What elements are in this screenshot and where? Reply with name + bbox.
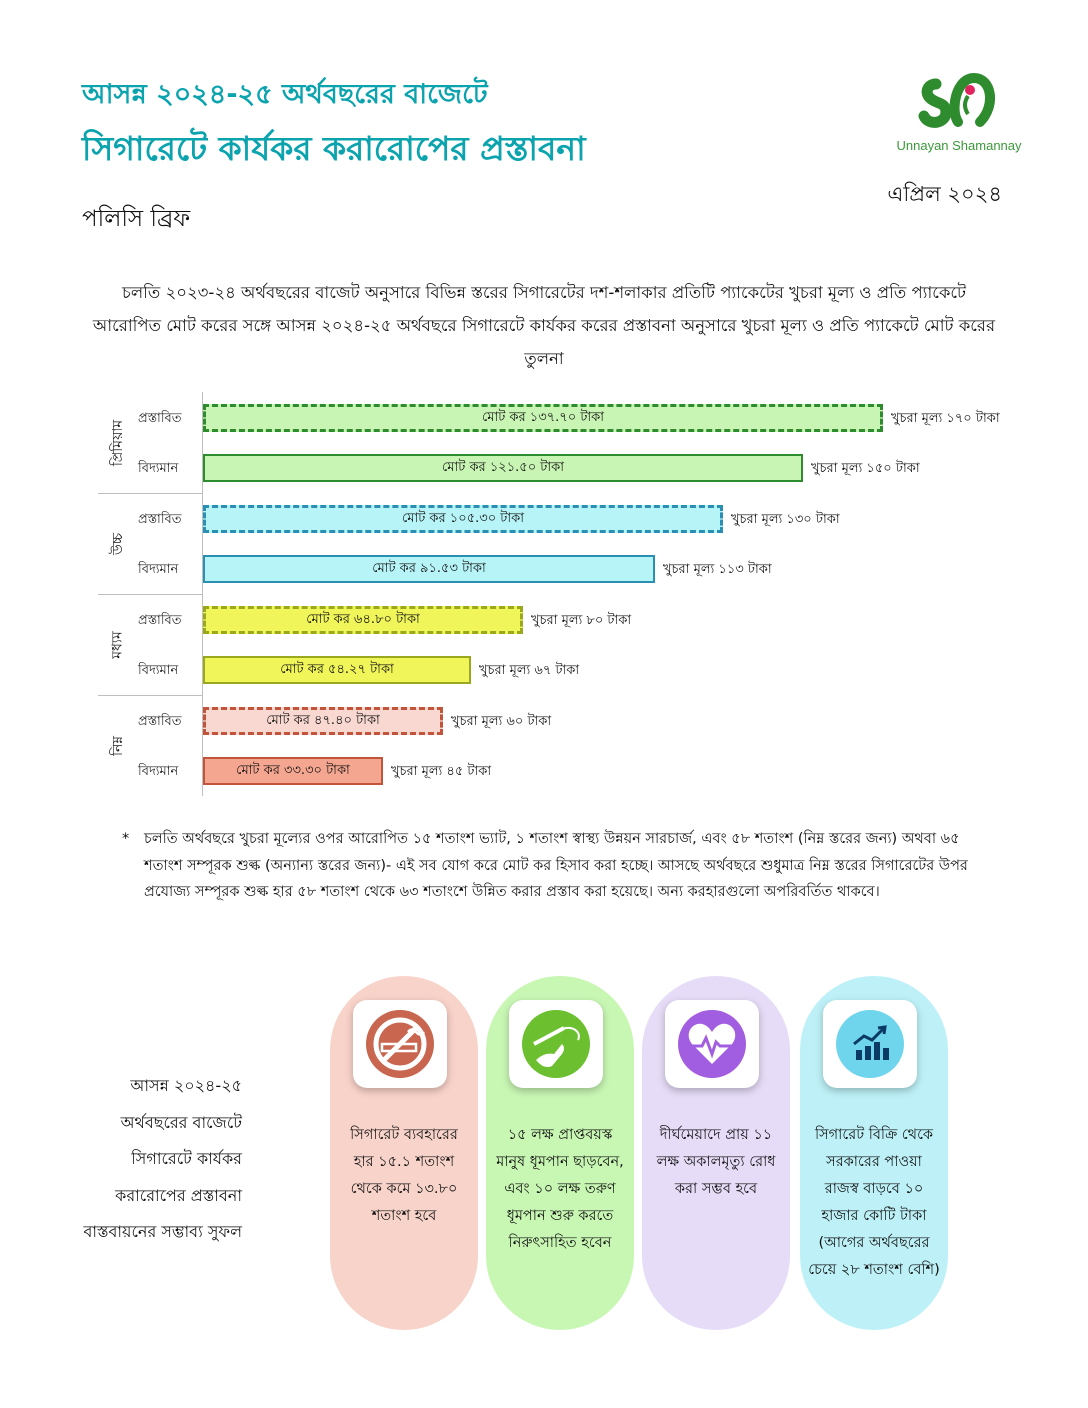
heart-pulse-icon bbox=[665, 1000, 759, 1088]
benefit-text: দীর্ঘমেয়াদে প্রায় ১১ লক্ষ অকালমৃত্যু রোধ করা সম্ভব হবে bbox=[656, 1127, 776, 1197]
row-label: বিদ্যমান bbox=[138, 764, 179, 779]
benefit-card-quit-smoking bbox=[486, 976, 634, 1330]
row-label: বিদ্যমান bbox=[138, 663, 179, 678]
retail-price-label: খুচরা মূল্য ৬৭ টাকা bbox=[479, 663, 580, 678]
group-divider bbox=[98, 594, 202, 595]
title-line-1: আসন্ন ২০২৪-২৫ অর্থবছরের বাজেটে bbox=[82, 79, 488, 110]
tax-comparison-chart bbox=[98, 392, 1018, 796]
bar-existing: মোট কর ১২১.৫০ টাকা bbox=[203, 454, 803, 482]
tier-label: প্রিমিয়াম bbox=[110, 419, 127, 466]
growth-chart-icon bbox=[823, 1000, 917, 1088]
organization-name: Unnayan Shamannay bbox=[896, 138, 1022, 153]
no-smoking-icon bbox=[353, 1000, 447, 1088]
row-label: প্রস্তাবিত bbox=[138, 714, 182, 729]
benefit-text: ১৫ লক্ষ প্রাপ্তবয়স্ক মানুষ ধূমপান ছাড়বেন, এবং ১০ লক্ষ তরুণ ধূমপান শুরু করতে নিরুৎসাহিত হবেন bbox=[496, 1127, 624, 1251]
document-type: পলিসি ব্রিফ bbox=[82, 206, 191, 232]
tier-label: মধ্যম bbox=[110, 630, 126, 659]
bar-existing: মোট কর ৫৪.২৭ টাকা bbox=[203, 656, 471, 684]
group-divider bbox=[98, 493, 202, 494]
title-line-2: সিগারেটে কার্যকর করারোপের প্রস্তাবনা bbox=[82, 129, 586, 168]
retail-price-label: খুচরা মূল্য ৬০ টাকা bbox=[451, 714, 552, 729]
bar-proposed: মোট কর ৪৭.৪০ টাকা bbox=[203, 707, 443, 735]
benefit-text: সিগারেট বিক্রি থেকে সরকারের পাওয়া রাজস্ব বাড়বে ১০ হাজার কোটি টাকা (আগের অর্থবছরের চেয়ে ২৮ শতাংশ বেশি) bbox=[808, 1127, 940, 1278]
tier-label: নিম্ন bbox=[109, 735, 126, 756]
group-divider bbox=[98, 695, 202, 696]
retail-price-label: খুচরা মূল্য ৮০ টাকা bbox=[531, 613, 632, 628]
row-label: প্রস্তাবিত bbox=[138, 613, 182, 628]
quit-smoking-icon bbox=[509, 1000, 603, 1088]
bar-proposed: মোট কর ১৩৭.৭০ টাকা bbox=[203, 404, 883, 432]
benefit-card-deaths-averted bbox=[642, 976, 790, 1330]
row-label: বিদ্যমান bbox=[138, 461, 179, 476]
row-label: বিদ্যমান bbox=[138, 562, 179, 577]
bar-existing: মোট কর ৩৩.৩০ টাকা bbox=[203, 757, 383, 785]
bar-proposed: মোট কর ১০৫.৩০ টাকা bbox=[203, 505, 723, 533]
bar-proposed: মোট কর ৬৪.৮০ টাকা bbox=[203, 606, 523, 634]
row-label: প্রস্তাবিত bbox=[138, 411, 182, 426]
bar-existing: মোট কর ৯১.৫৩ টাকা bbox=[203, 555, 655, 583]
retail-price-label: খুচরা মূল্য ১৩০ টাকা bbox=[731, 512, 840, 527]
benefit-card-smoking-rate bbox=[330, 976, 478, 1330]
benefit-card-revenue bbox=[800, 976, 948, 1330]
retail-price-label: খুচরা মূল্য ১১৩ টাকা bbox=[663, 562, 772, 577]
tier-label: উচ্চ bbox=[109, 532, 126, 555]
benefits-title: আসন্ন ২০২৪-২৫ অর্থবছরের বাজেটে সিগারেটে কার্যকর করারোপের প্রস্তাবনা বাস্তবায়নের সম্ভাব্য সুফল bbox=[83, 1076, 242, 1241]
retail-price-label: খুচরা মূল্য ১৫০ টাকা bbox=[811, 461, 920, 476]
chart-heading: চলতি ২০২৩-২৪ অর্থবছরের বাজেট অনুসারে বিভিন্ন স্তরের সিগারেটের দশ-শলাকার প্রতিটি প্যাকেটের খুচরা মূল্য ও প্রতি প্যাকেটে আরোপিত মোট করের সঙ্গে আসন্ন ২০২৪-২৫ অর্থবছরে সিগারেটে কার্যকর করের প্রস্তাবনা অনুসারে খুচরা মূল্য ও প্রতি প্যাকেটে মোট করের তুলনা bbox=[92, 283, 996, 368]
publication-date: এপ্রিল ২০২৪ bbox=[887, 182, 1002, 206]
footnote bbox=[122, 826, 984, 906]
benefit-text: সিগারেট ব্যবহারের হার ১৫.১ শতাংশ থেকে কমে ১৩.৮০ শতাংশ হবে bbox=[350, 1127, 458, 1224]
chart-axis bbox=[202, 392, 203, 796]
logo-mark-icon bbox=[898, 66, 1028, 136]
retail-price-label: খুচরা মূল্য ১৭০ টাকা bbox=[891, 411, 1000, 426]
footnote-marker: * bbox=[122, 831, 130, 847]
retail-price-label: খুচরা মূল্য ৪৫ টাকা bbox=[391, 764, 492, 779]
footnote-text: চলতি অর্থবছরে খুচরা মূল্যের ওপর আরোপিত ১৫ শতাংশ ভ্যাট, ১ শতাংশ স্বাস্থ্য উন্নয়ন সারচার্জ, এবং ৫৮ শতাংশ (নিম্ন স্তরের জন্য) অথবা ৬৫ শতাংশ সম্পূরক শুল্ক (অন্যান্য স্তরের জন্য)- এই সব যোগ করে মোট কর হিসাব করা হচ্ছে। আসছে অর্থবছরে শুধুমাত্র নিম্ন স্তরের সিগারেটের উপর প্রযোজ্য সম্পূরক শুল্ক হার ৫৮ শতাংশ থেকে ৬৩ শতাংশে উন্নিত করার প্রস্তাব করা হয়েছে। অন্য করহারগুলো অপরিবর্তিত থাকবে। bbox=[144, 831, 968, 900]
row-label: প্রস্তাবিত bbox=[138, 512, 182, 527]
